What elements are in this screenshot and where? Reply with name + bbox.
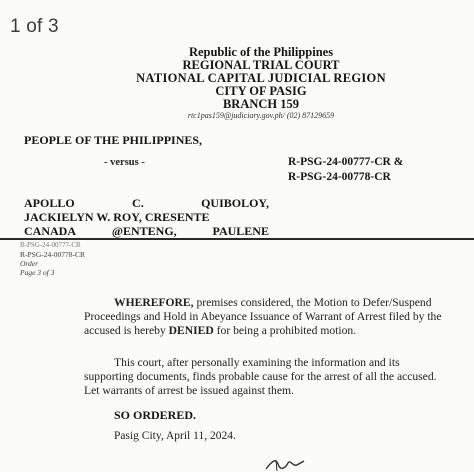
accused-word: @ENTENG,: [111, 224, 177, 238]
so-ordered: SO ORDERED.: [114, 408, 197, 422]
page3-header-stub: [20, 241, 85, 277]
signature-mark: [262, 455, 322, 472]
accused-line-1: [24, 196, 269, 210]
header-court: REGIONAL TRIAL COURT: [182, 58, 340, 72]
denied-word: DENIED: [168, 324, 214, 337]
header-contact: rtc1pas159@judiciary.gov.ph/ (02) 87129659: [187, 111, 335, 120]
stub-page-number: Page 3 of 3: [20, 268, 55, 277]
versus-label: - versus -: [104, 157, 145, 168]
probable-cause-paragraph: [84, 356, 446, 398]
header-branch: BRANCH 159: [222, 97, 300, 111]
case-number-1: R-PSG-24-00777-CR &: [288, 156, 404, 168]
header-republic: Republic of the Philippines: [188, 45, 334, 59]
case-number-2: R-PSG-24-00778-CR: [288, 171, 391, 183]
header-city: CITY OF PASIG: [215, 84, 307, 98]
case-numbers: [288, 155, 403, 185]
wherefore-lead: WHEREFORE,: [114, 296, 194, 309]
place-and-date: Pasig City, April 11, 2024.: [114, 430, 236, 442]
stub-case-number-1: R-PSG-24-00777-CR: [20, 241, 81, 249]
wherefore-text: premises considered, the Motion to Defer/Suspend Proceedings and Hold in Abeyance Issuance of Warrant of Arrest filed by the accused is hereby: [84, 296, 442, 337]
page-splice-divider: [0, 238, 474, 240]
page-counter: 1 of 3: [10, 16, 59, 37]
plaintiff-party: PEOPLE OF THE PHILIPPINES,: [24, 133, 203, 147]
stub-doc-type: Order: [20, 259, 39, 268]
accused-line-3: [24, 224, 269, 238]
accused-word: APOLLO: [24, 196, 75, 210]
accused-list: [24, 196, 269, 238]
accused-word: QUIBOLOY,: [201, 196, 269, 210]
accused-word: PAULENE: [212, 224, 269, 238]
wherefore-end: for being a prohibited motion.: [213, 324, 357, 337]
accused-line-2: JACKIELYN W. ROY, CRESENTE: [24, 210, 210, 224]
accused-word: CANADA: [24, 224, 76, 238]
stub-case-number-2: R-PSG-24-00778-CR: [20, 250, 86, 259]
header-region: NATIONAL CAPITAL JUDICIAL REGION: [136, 71, 386, 85]
wherefore-paragraph: [84, 296, 446, 338]
accused-word: C.: [132, 196, 144, 210]
probable-cause-text: This court, after personally examining the information and its supporting documents, finds probable cause for the arrest of all the accused. Let warrants of arrest be issued against them.: [84, 356, 437, 397]
